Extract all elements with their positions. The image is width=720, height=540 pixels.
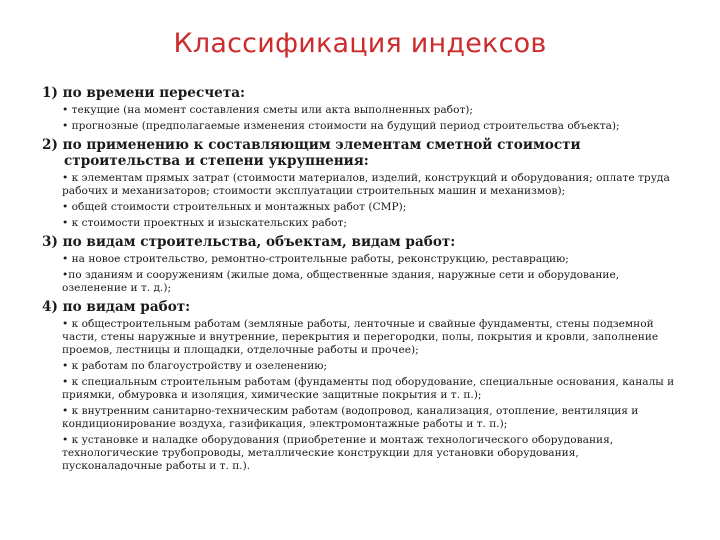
section-heading: 1) по времени пересчета: (42, 85, 246, 101)
list-item: • к общестроительным работам (земляные работы, ленточные и свайные фундаменты, стены подземной части, стены наружные и внутренние, перекрытия и перегородки, полы, покрытия и кровли, заполнение проемов, лестницы и площадки, отделочные работы и прочее); (62, 318, 659, 356)
section-heading: 4) по видам работ: (42, 299, 191, 315)
list-item: • текущие (на момент составления сметы или акта выполненных работ); (62, 104, 474, 116)
list-item: • к стоимости проектных и изыскательских работ; (62, 217, 347, 229)
section-heading: 2) по применению к составляющим элементам сметной стоимости строительства и степени укрупнения: (42, 137, 581, 169)
list-item: • прогнозные (предполагаемые изменения стоимости на будущий период строительства объекта); (62, 120, 620, 132)
section-by-construction-type (42, 234, 682, 295)
content-body (42, 85, 682, 477)
list-item: •по зданиям и сооружениям (жилые дома, общественные здания, наружные сети и оборудование, озеленение и т. д.); (62, 269, 620, 294)
list-item: • к внутренним санитарно-техническим работам (водопровод, канализация, отопление, вентиляция и кондиционирование воздуха, газификация, электромонтажные работы и т. п.); (62, 405, 639, 430)
section-by-work-type (42, 299, 682, 473)
list-item: • к специальным строительным работам (фундаменты под оборудование, специальные основания, каналы и приямки, обмуровка и изоляция, химические защитные покрытия и т. п.); (62, 376, 675, 401)
page-title: Классификация индексов (173, 28, 547, 59)
list-item: • к элементам прямых затрат (стоимости материалов, изделий, конструкций и оборудования; оплате труда рабочих и механизаторов; стоимости эксплуатации строительных машин и механизмов); (62, 172, 670, 197)
list-item: • общей стоимости строительных и монтажных работ (СМР); (62, 201, 407, 213)
list-item: • к установке и наладке оборудования (приобретение и монтаж технологического оборудования, технологические трубопроводы, металлические конструкции для установки оборудования, пусконаладочные работы и т. п.). (62, 434, 614, 472)
list-item: • на новое строительство, ремонтно-строительные работы, реконструкцию, реставрацию; (62, 253, 569, 265)
section-by-time (42, 85, 682, 133)
list-item: • к работам по благоустройству и озеленению; (62, 360, 328, 372)
section-by-elements (42, 137, 682, 230)
section-heading: 3) по видам строительства, объектам, видам работ: (42, 234, 456, 250)
